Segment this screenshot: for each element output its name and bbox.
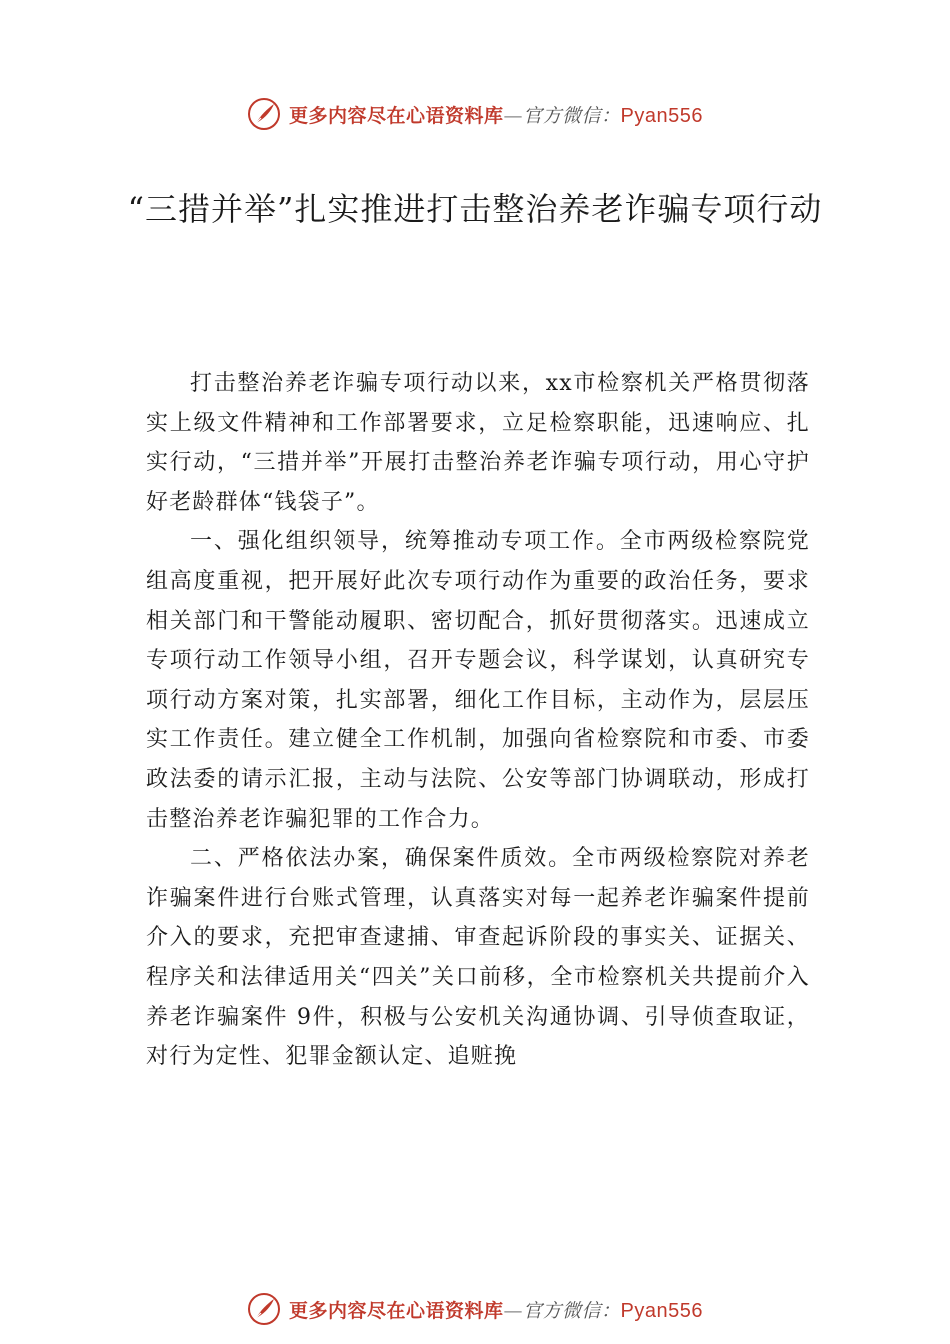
bottom-banner <box>0 1289 950 1329</box>
paragraph-intro: 打击整治养老诈骗专项行动以来，xx市检察机关严格贯彻落实上级文件精神和工作部署要求，立足检察职能，迅速响应、扎实行动，“三措并举”开展打击整治养老诈骗专项行动，用心守护好老龄群体“钱袋子”。 <box>146 371 810 515</box>
banner-dash: — <box>503 104 524 127</box>
top-banner <box>0 94 950 134</box>
document-body <box>146 364 810 1077</box>
quill-logo-icon <box>247 97 281 131</box>
banner-dash: — <box>503 1299 524 1322</box>
banner-text <box>289 1296 703 1323</box>
paragraph-section-1: 一、强化组织领导，统筹推动专项工作。全市两级检察院党组高度重视，把开展好此次专项行动作为重要的政治任务，要求相关部门和干警能动履职、密切配合，抓好贯彻落实。迅速成立专项行动工作领导小组，召开专题会议，科学谋划，认真研究专项行动方案对策，扎实部署，细化工作目标，主动作为，层层压实工作责任。建立健全工作机制，加强向省检察院和市委、市委政法委的请示汇报，主动与法院、公安等部门协调联动，形成打击整治养老诈骗犯罪的工作合力。 <box>146 529 810 832</box>
quill-logo-icon <box>247 1292 281 1326</box>
banner-main: 更多内容尽在心语资料库 <box>289 1299 504 1322</box>
banner-wechat-label: 官方微信： <box>523 1299 621 1322</box>
banner-main: 更多内容尽在心语资料库 <box>289 104 504 127</box>
banner-text <box>289 101 703 128</box>
document-title: “三措并举”扎实推进打击整治养老诈骗专项行动 <box>127 190 823 228</box>
banner-wechat-id: Pyan556 <box>620 104 703 127</box>
paragraph-section-2: 二、严格依法办案，确保案件质效。全市两级检察院对养老诈骗案件进行台账式管理，认真落实对每一起养老诈骗案件提前介入的要求，充把审查逮捕、审查起诉阶段的事实关、证据关、程序关和法律适用关“四关”关口前移，全市检察机关共提前介入养老诈骗案件 9件，积极与公安机关沟通协调、引导侦查取证，对行为定性、犯罪金额认定、追赃挽 <box>146 846 810 1070</box>
banner-wechat-label: 官方微信： <box>523 104 621 127</box>
banner-wechat-id: Pyan556 <box>620 1299 703 1322</box>
